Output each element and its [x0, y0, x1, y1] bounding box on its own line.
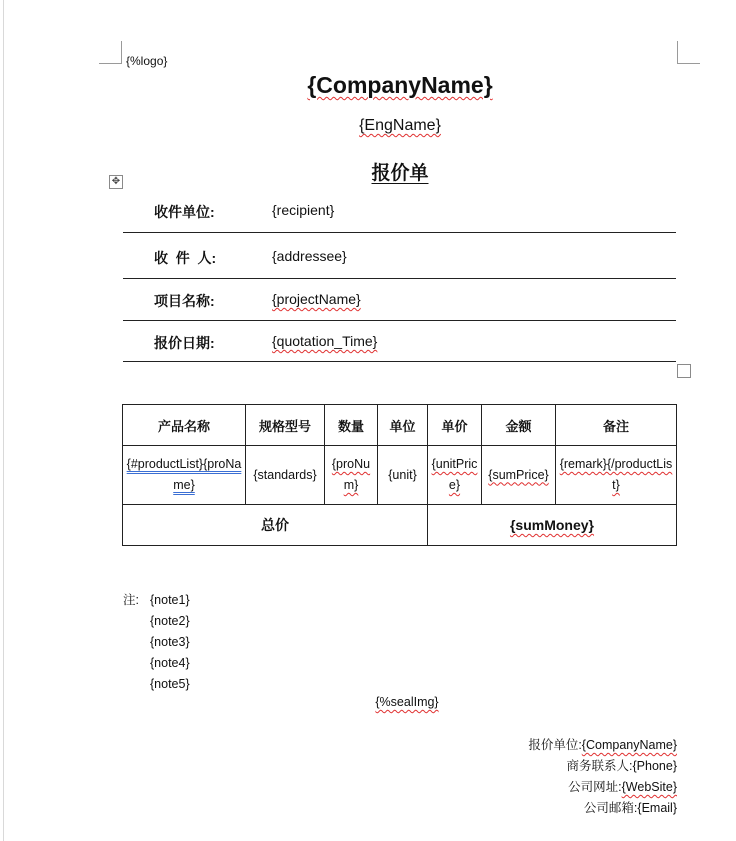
table-total-row	[123, 505, 677, 546]
total-value-text: {sumMoney}	[509, 517, 595, 533]
table-header-row	[123, 405, 677, 446]
table-cell: {unit}	[378, 446, 428, 505]
crop-mark-top-right	[677, 41, 678, 64]
footer-website-line	[528, 777, 677, 798]
table-cell	[325, 446, 378, 505]
table-header-cell: 金额	[482, 405, 556, 446]
crop-mark-top-right	[677, 63, 700, 64]
notes-list	[150, 590, 190, 695]
info-value-text: {quotation_Time}	[272, 333, 378, 349]
company-name	[0, 72, 736, 99]
crop-mark-top-left	[99, 63, 122, 64]
table-cell	[556, 446, 677, 505]
table-cell-text: {unitPrice}	[431, 457, 478, 492]
info-row-recipient	[123, 190, 676, 233]
table-cell-text: {proNum}	[331, 457, 371, 492]
info-label: 项目名称:	[154, 293, 215, 309]
table-header-cell: 规格型号	[246, 405, 325, 446]
table-header-cell: 数量	[325, 405, 378, 446]
product-table	[122, 404, 677, 546]
note-item: {note1}	[150, 593, 190, 607]
table-header-cell: 产品名称	[123, 405, 246, 446]
note-item: {note4}	[150, 656, 190, 670]
footer-contact-label: 商务联系人:	[566, 759, 633, 773]
table-move-icon[interactable]: ✥	[109, 175, 123, 189]
table-cell	[428, 446, 482, 505]
footer-unit-label: 报价单位:	[528, 738, 582, 752]
info-value: {addressee}	[272, 248, 347, 264]
info-row-project	[123, 279, 676, 321]
footer-contact-block	[528, 735, 677, 819]
table-cell	[482, 446, 556, 505]
info-value	[272, 333, 377, 349]
note-item: {note2}	[150, 614, 190, 628]
table-header-cell: 单价	[428, 405, 482, 446]
info-label: 收件单位:	[154, 204, 215, 220]
footer-email-line	[528, 798, 677, 819]
seal-placeholder	[0, 695, 736, 709]
info-row-addressee	[123, 233, 676, 279]
eng-name-text: {EngName}	[359, 117, 441, 134]
table-header-cell: 单位	[378, 405, 428, 446]
logo-placeholder: {%logo}	[126, 54, 168, 68]
note-item: {note5}	[150, 677, 190, 691]
footer-unit-line	[528, 735, 677, 756]
note-item: {note3}	[150, 635, 190, 649]
total-value	[428, 505, 677, 546]
table-cell	[123, 446, 246, 505]
crop-mark-top-left	[121, 41, 122, 64]
table-cell-text: {#productList}{proName}	[126, 457, 242, 492]
footer-website-label: 公司网址:	[568, 780, 622, 794]
table-cell: {standards}	[246, 446, 325, 505]
table-cell-text: {remark}{/productList}	[559, 457, 673, 492]
notes-prefix: 注:	[123, 593, 139, 607]
footer-email-value: {Email}	[637, 801, 677, 815]
table-resize-handle[interactable]	[677, 364, 691, 378]
footer-contact-line	[528, 756, 677, 777]
info-value	[272, 291, 361, 307]
table-row	[123, 446, 677, 505]
document-title: 报价单	[371, 163, 429, 184]
info-label: 收 件 人:	[154, 250, 217, 266]
info-label: 报价日期:	[154, 335, 215, 351]
footer-website-value: {WebSite}	[621, 780, 677, 794]
table-header-cell: 备注	[556, 405, 677, 446]
footer-unit-value: {CompanyName}	[581, 738, 677, 752]
info-value-text: {projectName}	[272, 291, 361, 307]
total-label: 总价	[123, 505, 428, 546]
footer-email-label: 公司邮箱:	[583, 801, 638, 815]
info-row-date	[123, 321, 676, 362]
info-value: {recipient}	[272, 202, 335, 218]
eng-name	[0, 117, 736, 135]
seal-placeholder-text: {%sealImg}	[375, 695, 439, 709]
footer-contact-value: {Phone}	[632, 759, 677, 773]
table-cell-text: {sumPrice}	[488, 467, 549, 482]
company-name-text: {CompanyName}	[307, 72, 493, 98]
